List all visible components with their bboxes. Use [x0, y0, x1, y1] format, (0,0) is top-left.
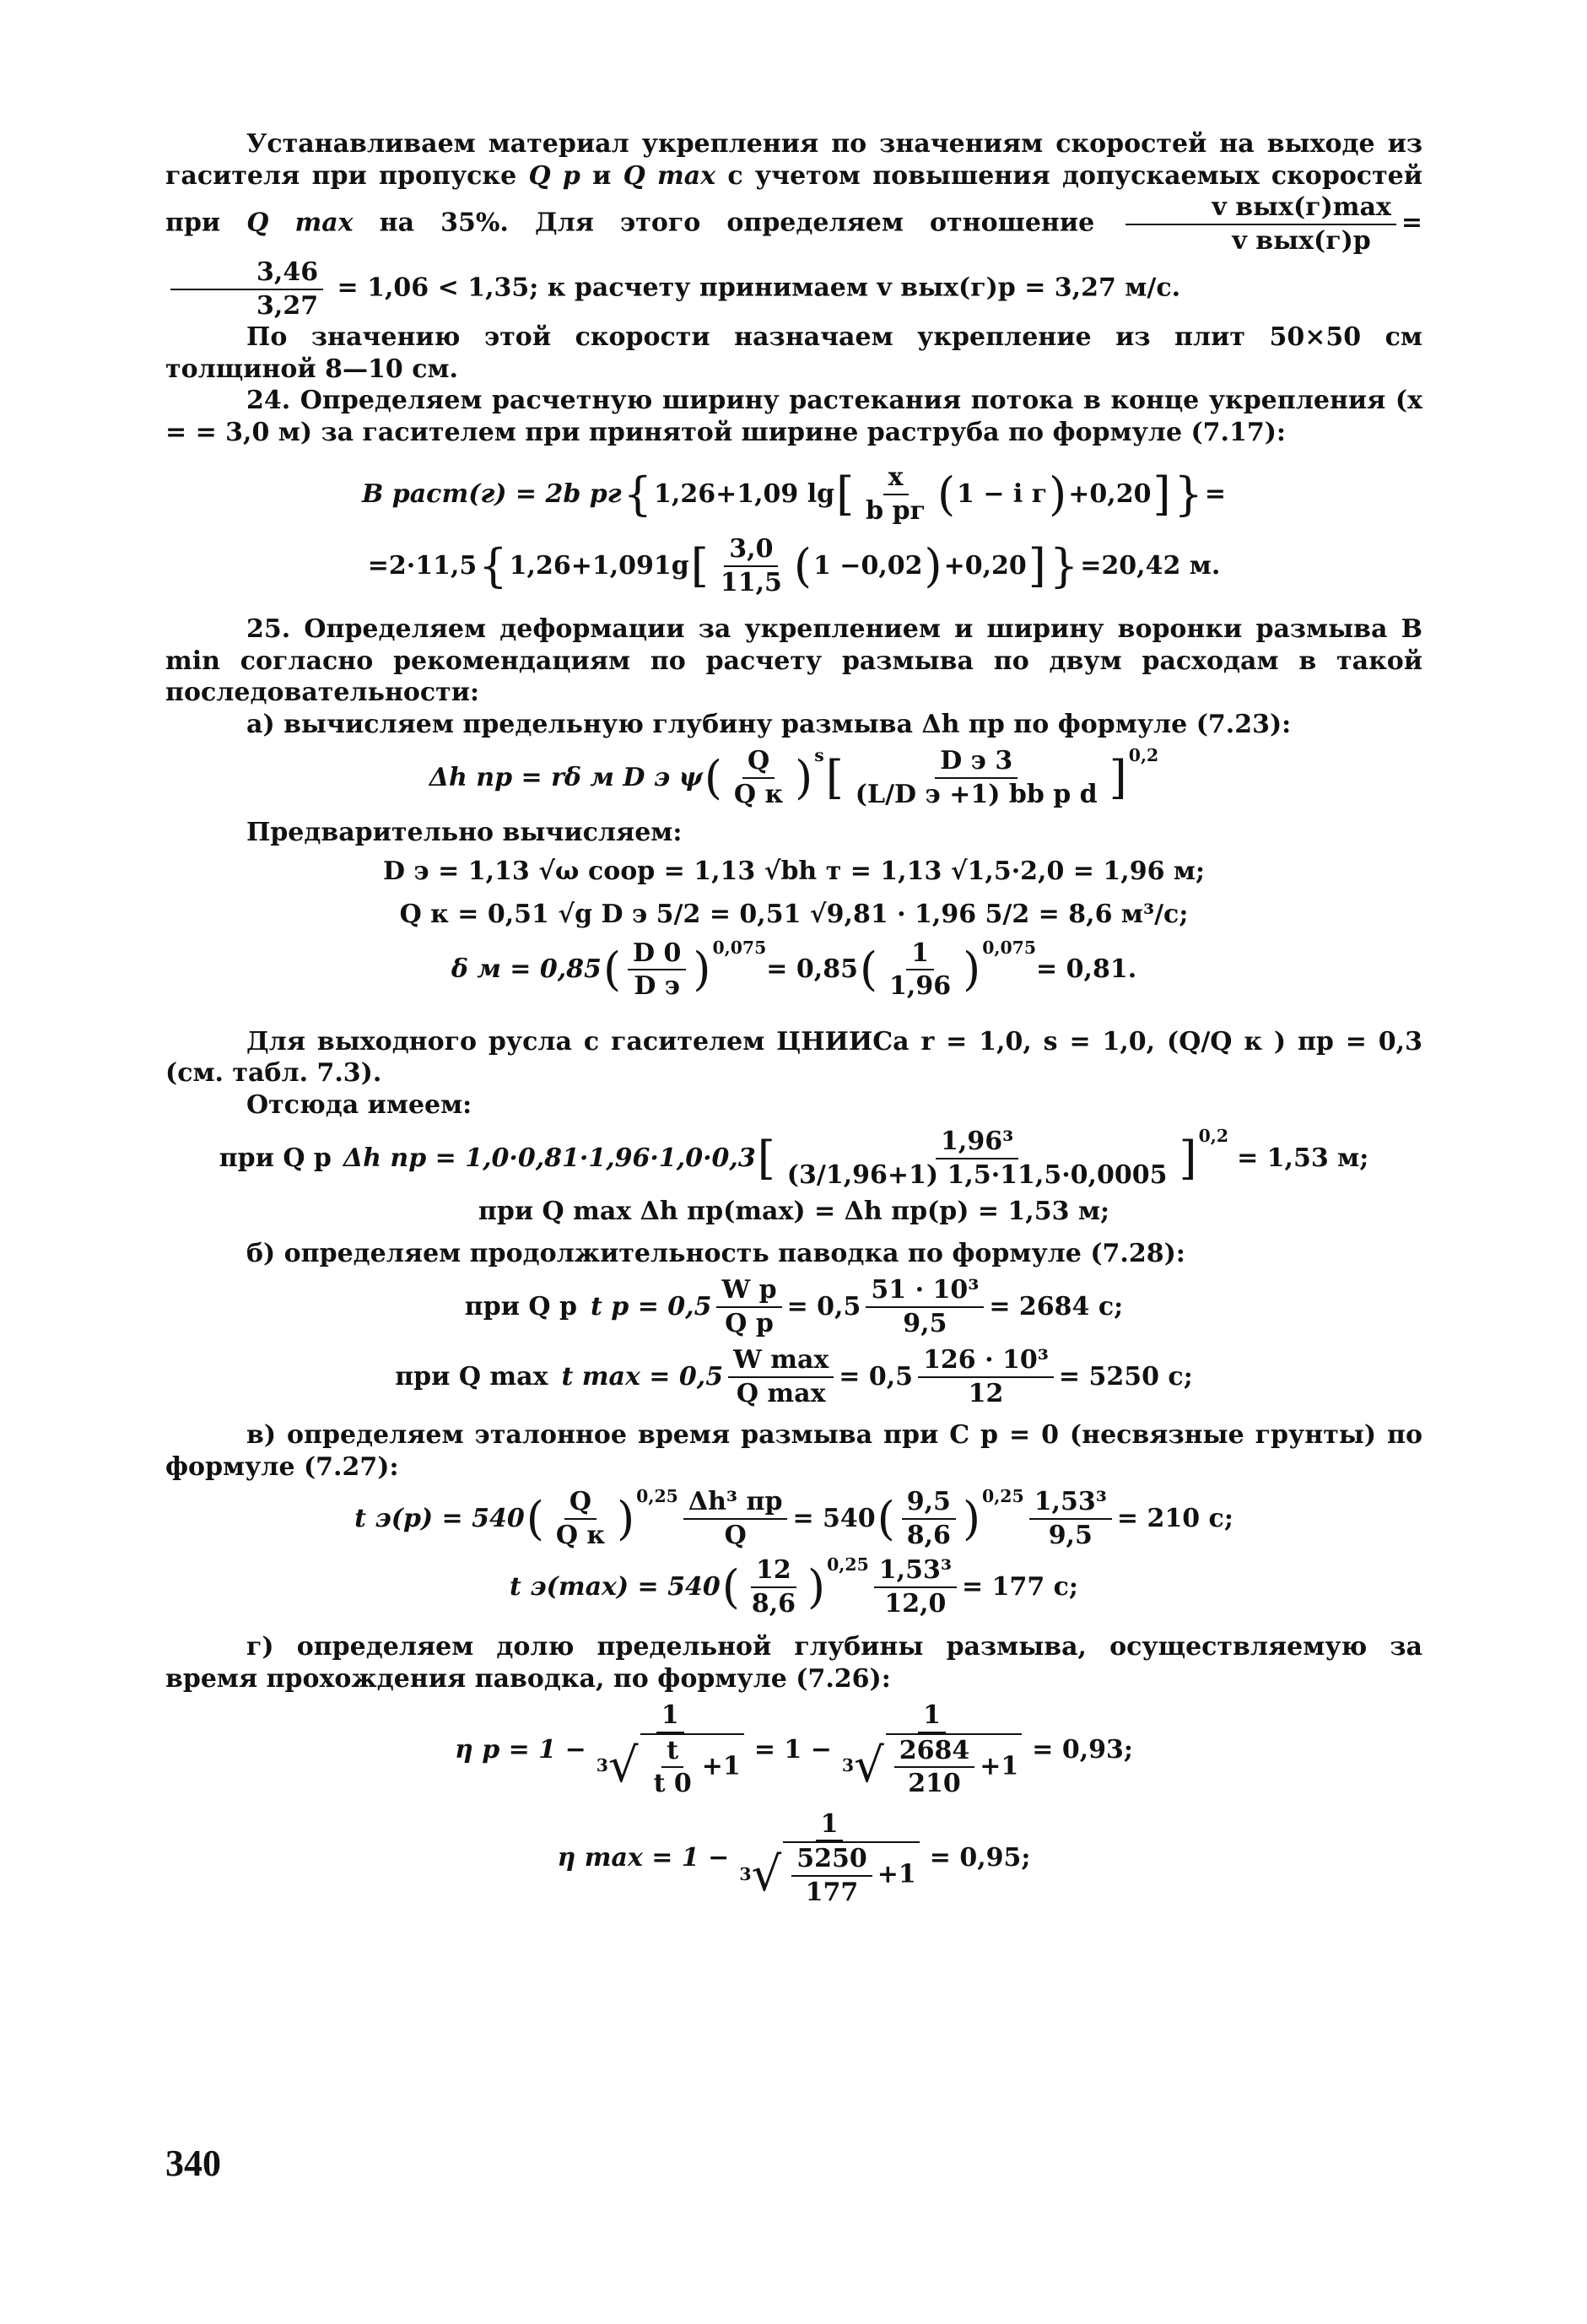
velocity-ratio-value: $\frac{3,46}{3,27}$	[170, 257, 323, 322]
equation-7-17: B раст(г) = 2b рг { 1,26+1,09 lg [ x b рг ( 1 − i г ) +0,20 ] } =	[361, 462, 1227, 526]
item-b: б) определяем продолжительность паводка по формуле (7.28):	[246, 1238, 1185, 1268]
paragraph-25: 25. Определяем деформации за укреплением и ширину воронки размыва B min согласно рекомендациям по расчету размыва по двум расходам в такой последовательности:	[165, 614, 1422, 707]
paragraph-hence: Отсюда имеем:	[246, 1089, 472, 1120]
velocity-ratio-fraction: v вых(г)max v вых(г)р	[1125, 192, 1396, 257]
equation-De: D э = 1,13 √ω соор = 1,13 √bh т = 1,13 √1,5·2,0 = 1,96 м;	[382, 856, 1206, 886]
item-a: а) вычисляем предельную глубину размыва Δh пр по формуле (7.23):	[246, 709, 1292, 739]
equation-tmax: при Q max t max = 0,5 W max Q max = 0,5 $\frac{\text{126 · 10³}}{12}$ = 5250 с;	[395, 1345, 1193, 1408]
equation-delta-m: δ м = 0,85 ( D 0 D э ) $^{0,075}$ = 0,85 ( 1 1,96 ) $^{0,075}$ = 0,81.	[451, 937, 1137, 1001]
equation-te-p: t э(р) = 540 ( Q Q к ) $^{0,25}$ Δh³ пр Q = 540 ( 9,5 8,6 ) $^{0,25}$ $\frac{\text{1,53³}}{9,5}$ = 210 с;	[354, 1486, 1233, 1550]
equation-7-17-numeric: =2·11,5 { 1,26+1,091g [ 3,0 11,5 ( 1 −0,02 ) +0,20 ] } =20,42 м.	[367, 534, 1221, 597]
paragraph-plates: По значению этой скорости назначаем укрепление из плит 50×50 см толщиной 8—10 см.	[165, 322, 1422, 384]
equation-eta-max: η max = 1 − 1 3 √ $\frac{5250}{177}$ +1 = 0,95;	[557, 1808, 1031, 1907]
text-column	[165, 128, 1422, 1908]
equation-tp: при Q р t р = 0,5 W р Q р = 0,5 $\frac{\text{51 · 10³}}{9,5}$ = 2684 с;	[464, 1275, 1124, 1338]
paragraph-tsniis: Для выходного русла с гасителем ЦНИИСа r = 1,0, s = 1,0, (Q/Q к ) пр = 0,3 (см. табл. 7.3).	[165, 1026, 1422, 1088]
page-number: 340	[165, 2143, 221, 2184]
equation-dh-max: при Q max Δh пр(max) = Δh пр(р) = 1,53 м;	[478, 1197, 1110, 1226]
item-c: в) определяем эталонное время размыва при C р = 0 (несвязные грунты) по формуле (7.27):	[165, 1420, 1422, 1482]
equation-7-23: Δh пр = rδ м D э ψ ( Q Q к ) $^s$ [ D э 3 (L/D э +1) bb р d ] $^{0,2}$	[429, 745, 1159, 809]
equation-dh-p: при Q р Δh пр = 1,0·0,81·1,96·1,0·0,3 [ 1,96³ (3/1,96+1) 1,5·11,5·0,0005 ] $^{0,2}$ = 1,53 м;	[219, 1126, 1369, 1190]
equation-eta-p: η р = 1 − 1 3 √ $\frac{t}{t 0}$ +1 = 1 − 1 3 √ $\frac{2684}{210}$ +1 = 0,93;	[455, 1700, 1133, 1798]
equation-te-max: t э(max) = 540 ( 12 8,6 ) $^{0,25}$ $\frac{\text{1,53³}}{12,0}$ = 177 с;	[509, 1554, 1078, 1619]
item-d: г) определяем долю предельной глубины размыва, осуществляемую за время прохождения паводка, по формуле (7.26):	[165, 1632, 1422, 1694]
equation-Qk: Q к = 0,51 √g D э 5/2 = 0,51 √9,81 · 1,96 5/2 = 8,6 м³/с;	[399, 900, 1189, 929]
paragraph-material: Устанавливаем материал укрепления по значениям скоростей на выходе из гасителя при пропуске Q р и Q max с учетом повышения допускаемых скоростей при Q max на 35%. Для этого определяем отношение v вых(г)max v вых(г)р = $\frac{3,46}{3,27}$ = 1,06 < 1,35; к расчету принимаем v вых(г)р = 3,27 м/с.	[165, 129, 1422, 321]
paragraph-preliminary: Предварительно вычисляем:	[246, 818, 683, 847]
paragraph-24: 24. Определяем расчетную ширину растекания потока в конце укрепления (x = = 3,0 м) за гасителем при принятой ширине раструба по формуле (7.17):	[165, 386, 1422, 447]
